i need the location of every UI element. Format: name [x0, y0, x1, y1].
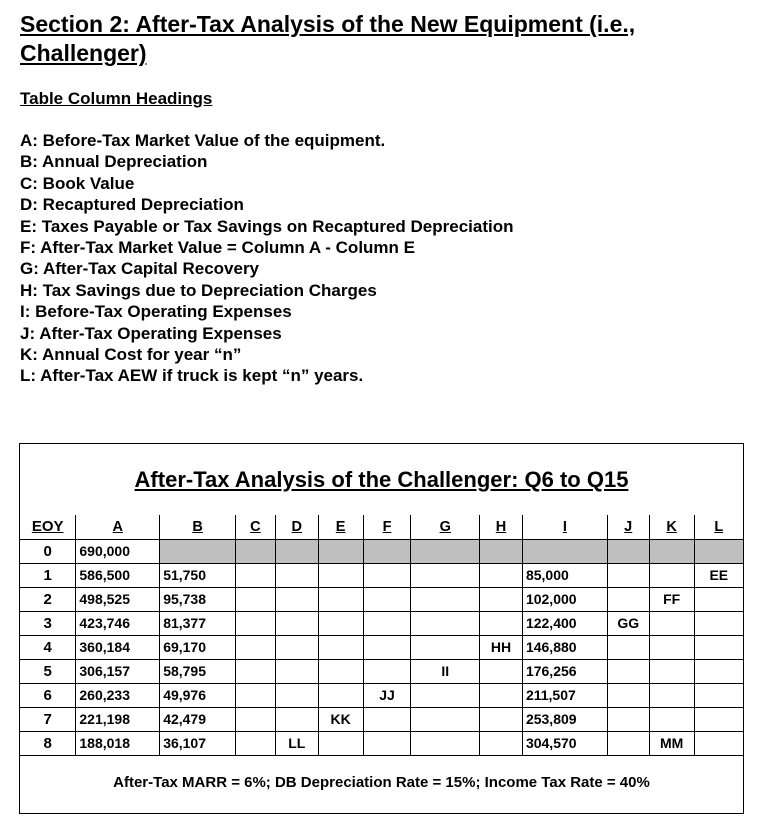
- table-cell: EE: [694, 563, 743, 587]
- table-cell: [480, 611, 523, 635]
- table-cell: 188,018: [76, 731, 160, 755]
- table-cell: [607, 563, 649, 587]
- column-headings-label: Table Column Headings: [20, 89, 213, 108]
- table-cell: [318, 731, 363, 755]
- challenger-table: [20, 515, 743, 756]
- table-cell: 176,256: [522, 659, 607, 683]
- section-title: Section 2: After-Tax Analysis of the New Equipment (i.e., Challenger): [20, 11, 636, 66]
- column-header-b: B: [160, 515, 236, 539]
- table-cell: 253,809: [522, 707, 607, 731]
- table-cell: 122,400: [522, 611, 607, 635]
- table-cell: [411, 683, 480, 707]
- table-cell: 49,976: [160, 683, 236, 707]
- table-cell: [275, 611, 318, 635]
- table-cell: [318, 683, 363, 707]
- column-definition-item: D: Recaptured Depreciation: [20, 195, 244, 215]
- table-cell: [480, 731, 523, 755]
- table-cell: [275, 683, 318, 707]
- column-definition-item: E: Taxes Payable or Tax Savings on Recaptured Depreciation: [20, 216, 514, 236]
- table-cell: [363, 563, 411, 587]
- table-cell: [607, 707, 649, 731]
- table-cell: [363, 659, 411, 683]
- table-cell: [236, 731, 276, 755]
- table-cell: [411, 611, 480, 635]
- table-cell: [275, 707, 318, 731]
- column-header-h: H: [480, 515, 523, 539]
- column-definition-item: G: After-Tax Capital Recovery: [20, 259, 260, 279]
- table-cell: 304,570: [522, 731, 607, 755]
- table-cell: II: [411, 659, 480, 683]
- table-cell: [607, 731, 649, 755]
- table-row: [20, 707, 743, 731]
- table-cell: [694, 683, 743, 707]
- table-row: [20, 587, 743, 611]
- table-cell: 95,738: [160, 587, 236, 611]
- eoy-cell: 2: [20, 587, 76, 611]
- table-cell: [363, 707, 411, 731]
- table-cell: 423,746: [76, 611, 160, 635]
- table-cell: 360,184: [76, 635, 160, 659]
- table-cell: 306,157: [76, 659, 160, 683]
- column-header-e: E: [318, 515, 363, 539]
- table-header-row: [20, 515, 743, 539]
- table-cell: [694, 539, 743, 563]
- column-definition-item: K: Annual Cost for year “n”: [20, 344, 242, 364]
- table-cell: 81,377: [160, 611, 236, 635]
- table-cell: [236, 611, 276, 635]
- eoy-cell: 1: [20, 563, 76, 587]
- eoy-cell: 0: [20, 539, 76, 563]
- table-cell: LL: [275, 731, 318, 755]
- table-cell: [363, 611, 411, 635]
- table-cell: 221,198: [76, 707, 160, 731]
- table-cell: [318, 563, 363, 587]
- column-definition-item: J: After-Tax Operating Expenses: [20, 323, 282, 343]
- table-row: [20, 539, 743, 563]
- table-cell: [363, 731, 411, 755]
- table-cell: [649, 539, 694, 563]
- table-title: After-Tax Analysis of the Challenger: Q6 to Q15: [134, 467, 629, 492]
- column-definition-item: A: Before-Tax Market Value of the equipment.: [20, 131, 386, 150]
- column-header-k: K: [649, 515, 694, 539]
- column-header-j: J: [607, 515, 649, 539]
- table-cell: [411, 539, 480, 563]
- table-row: [20, 563, 743, 587]
- table-cell: [607, 683, 649, 707]
- table-cell: [694, 731, 743, 755]
- table-cell: [411, 635, 480, 659]
- table-cell: 146,880: [522, 635, 607, 659]
- table-cell: [275, 539, 318, 563]
- column-definition-item: H: Tax Savings due to Depreciation Charges: [20, 280, 377, 300]
- eoy-cell: 5: [20, 659, 76, 683]
- column-header-eoy: EOY: [20, 515, 76, 539]
- table-cell: [480, 563, 523, 587]
- table-cell: [694, 707, 743, 731]
- table-cell: [607, 659, 649, 683]
- table-cell: [649, 707, 694, 731]
- table-cell: [649, 611, 694, 635]
- column-header-f: F: [363, 515, 411, 539]
- table-cell: [649, 683, 694, 707]
- column-definition-item: F: After-Tax Market Value = Column A - Column E: [20, 237, 415, 257]
- table-cell: [411, 731, 480, 755]
- eoy-cell: 6: [20, 683, 76, 707]
- table-cell: KK: [318, 707, 363, 731]
- table-cell: [411, 563, 480, 587]
- table-cell: 586,500: [76, 563, 160, 587]
- eoy-cell: 8: [20, 731, 76, 755]
- table-cell: [236, 635, 276, 659]
- table-cell: [607, 587, 649, 611]
- table-cell: [694, 611, 743, 635]
- table-cell: 211,507: [522, 683, 607, 707]
- table-cell: [694, 635, 743, 659]
- table-row: [20, 659, 743, 683]
- table-cell: MM: [649, 731, 694, 755]
- table-cell: [318, 587, 363, 611]
- column-header-c: C: [236, 515, 276, 539]
- table-cell: [607, 539, 649, 563]
- column-header-l: L: [694, 515, 743, 539]
- table-row: [20, 683, 743, 707]
- table-cell: [236, 587, 276, 611]
- table-cell: [363, 587, 411, 611]
- column-definition-item: L: After-Tax AEW if truck is kept “n” years.: [20, 366, 364, 386]
- table-cell: [318, 611, 363, 635]
- column-header-g: G: [411, 515, 480, 539]
- column-definitions-list: [20, 130, 513, 387]
- table-cell: GG: [607, 611, 649, 635]
- table-cell: [411, 707, 480, 731]
- table-cell: [480, 587, 523, 611]
- table-cell: [275, 563, 318, 587]
- table-cell: [649, 563, 694, 587]
- table-cell: [480, 683, 523, 707]
- table-cell: [275, 635, 318, 659]
- challenger-analysis-box: [19, 443, 744, 814]
- table-cell: [694, 659, 743, 683]
- table-cell: [160, 539, 236, 563]
- table-cell: 36,107: [160, 731, 236, 755]
- column-definition-item: B: Annual Depreciation: [20, 152, 208, 172]
- column-definition-item: I: Before-Tax Operating Expenses: [20, 302, 292, 322]
- table-cell: [236, 683, 276, 707]
- table-cell: [522, 539, 607, 563]
- table-cell: 85,000: [522, 563, 607, 587]
- table-cell: [318, 635, 363, 659]
- table-cell: FF: [649, 587, 694, 611]
- table-cell: [236, 539, 276, 563]
- table-cell: [363, 539, 411, 563]
- table-row: [20, 731, 743, 755]
- column-definition-item: C: Book Value: [20, 173, 135, 193]
- table-cell: [649, 635, 694, 659]
- table-cell: [411, 587, 480, 611]
- eoy-cell: 4: [20, 635, 76, 659]
- table-footer-assumptions: After-Tax MARR = 6%; DB Depreciation Rate = 15%; Income Tax Rate = 40%: [113, 774, 650, 791]
- column-header-d: D: [275, 515, 318, 539]
- table-cell: [649, 659, 694, 683]
- table-cell: [275, 659, 318, 683]
- table-cell: [236, 563, 276, 587]
- table-cell: [363, 635, 411, 659]
- column-header-i: I: [522, 515, 607, 539]
- table-cell: [480, 539, 523, 563]
- table-cell: JJ: [363, 683, 411, 707]
- table-cell: 102,000: [522, 587, 607, 611]
- table-cell: 498,525: [76, 587, 160, 611]
- table-cell: 51,750: [160, 563, 236, 587]
- table-cell: HH: [480, 635, 523, 659]
- table-cell: [480, 659, 523, 683]
- table-row: [20, 611, 743, 635]
- eoy-cell: 7: [20, 707, 76, 731]
- table-cell: [694, 587, 743, 611]
- table-cell: 58,795: [160, 659, 236, 683]
- table-cell: 260,233: [76, 683, 160, 707]
- table-cell: [318, 659, 363, 683]
- table-cell: [318, 539, 363, 563]
- table-cell: [275, 587, 318, 611]
- table-cell: [236, 707, 276, 731]
- table-cell: [236, 659, 276, 683]
- table-row: [20, 635, 743, 659]
- table-cell: 690,000: [76, 539, 160, 563]
- table-cell: 69,170: [160, 635, 236, 659]
- table-body: [20, 539, 743, 755]
- eoy-cell: 3: [20, 611, 76, 635]
- table-cell: 42,479: [160, 707, 236, 731]
- table-cell: [480, 707, 523, 731]
- table-cell: [607, 635, 649, 659]
- column-header-a: A: [76, 515, 160, 539]
